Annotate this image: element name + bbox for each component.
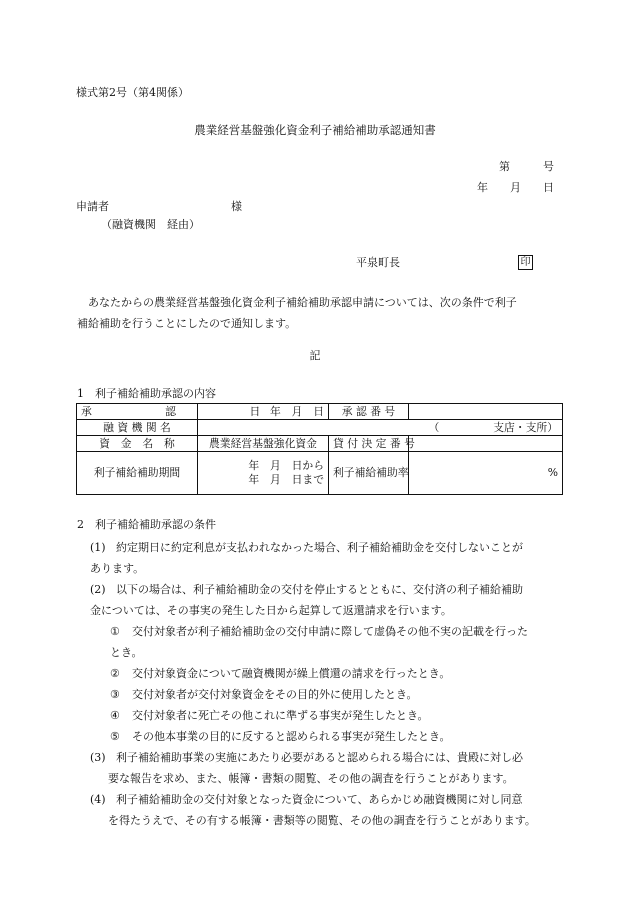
list-item — [86, 726, 566, 747]
applicant-label: 申請者 — [76, 200, 109, 213]
list-item — [86, 705, 566, 726]
bank-name-value[interactable]: （ 支店・支所） — [198, 420, 563, 436]
item-line: を得たうえで、その有する帳簿・書類等の閲覧、その他の調査を行うことがあります。 — [108, 814, 536, 827]
loan-decision-number-label: 貸 付 決 定 番 号 — [329, 436, 409, 452]
conditions-list — [86, 537, 566, 831]
item-line: 利子補給補助事業の実施にあたり必要があると認められる場合には、貴殿に対し必 — [116, 751, 523, 764]
section2-heading: 2 利子補給補助承認の条件 — [77, 518, 216, 531]
item-line: 交付対象者が交付対象資金をその目的外に使用したとき。 — [132, 688, 418, 701]
item-marker: (1) — [90, 541, 106, 554]
page-title: 農業経営基盤強化資金利子補給補助承認通知書 — [194, 123, 436, 137]
bank-name-label: 融 資 機 関 名 — [77, 420, 198, 436]
approval-table — [76, 403, 563, 495]
subsidy-rate-label: 利子補給補助率 — [329, 452, 409, 495]
via-bank-line: （融資機関 経由） — [101, 218, 200, 231]
item-marker: ③ — [110, 688, 120, 701]
table-row — [77, 420, 563, 436]
table-row — [77, 436, 563, 452]
subsidy-period-value[interactable] — [198, 452, 329, 495]
applicant-honorific: 様 — [231, 200, 242, 213]
item-line: 交付対象資金について融資機関が繰上償還の請求を行ったとき。 — [132, 667, 451, 680]
table-row — [77, 404, 563, 420]
table-row — [77, 452, 563, 495]
item-line: 利子補給補助金の交付対象となった資金について、あらかじめ融資機関に対し同意 — [116, 793, 523, 806]
period-from: 年 月 日から — [248, 459, 324, 472]
list-item — [86, 789, 566, 810]
item-line: 以下の場合は、利子補給補助金の交付を停止するとともに、交付済の利子補給補助 — [116, 583, 523, 596]
item-line: 交付対象者に死亡その他これに準ずる事実が発生したとき。 — [132, 709, 429, 722]
list-item — [86, 663, 566, 684]
ki-heading: 記 — [309, 349, 321, 362]
list-item — [86, 537, 566, 558]
seal-mark — [518, 255, 533, 270]
period-to: 年 月 日まで — [248, 473, 324, 486]
approval-number-label: 承 認 番 号 — [329, 404, 409, 420]
list-item — [86, 621, 566, 642]
item-marker: ① — [110, 625, 120, 638]
item-line: 約定期日に約定利息が支払われなかった場合、利子補給補助金を交付しないことが — [116, 541, 523, 554]
document-number: 第 号 — [499, 160, 554, 173]
item-line: 金については、その事実の発生した日から起算して返還請求を行います。 — [90, 604, 452, 617]
loan-decision-number-value[interactable] — [409, 436, 563, 452]
subsidy-period-label: 利子補給補助期間 — [77, 452, 198, 495]
approval-number-value[interactable] — [409, 404, 563, 420]
approval-date-value[interactable]: 年 月 日 — [198, 404, 329, 420]
list-item — [86, 579, 566, 600]
item-marker: (3) — [90, 751, 106, 764]
subsidy-rate-value[interactable]: % — [409, 452, 563, 495]
item-line: その他本事業の目的に反すると認められる事実が発生したとき。 — [132, 730, 451, 743]
item-marker: (2) — [90, 583, 106, 596]
fund-name-value: 農業経営基盤強化資金 — [198, 436, 329, 452]
item-line: 交付対象者が利子補給補助金の交付申請に際して虚偽その他不実の記載を行った — [132, 625, 528, 638]
item-marker: ⑤ — [110, 730, 120, 743]
item-line: 要な報告を求め、また、帳簿・書類の閲覧、その他の調査を行うことがあります。 — [108, 772, 514, 785]
section1-heading: 1 利子補給補助承認の内容 — [77, 387, 216, 400]
item-marker: ④ — [110, 709, 120, 722]
document-date: 年 月 日 — [477, 181, 554, 194]
notice-body-line: 補給補助を行うことにしたので通知します。 — [77, 317, 297, 330]
notice-body — [77, 292, 563, 334]
item-marker: ② — [110, 667, 120, 680]
item-line: とき。 — [110, 646, 143, 659]
item-line: あります。 — [90, 562, 145, 575]
issuer: 平泉町長 — [356, 256, 400, 269]
fund-name-label: 資 金 名 称 — [77, 436, 198, 452]
approval-date-label: 承 認 日 — [77, 404, 198, 420]
list-item — [86, 684, 566, 705]
notice-body-line: あなたからの農業経営基盤強化資金利子補給補助承認申請については、次の条件で利子 — [88, 296, 517, 309]
list-item — [86, 747, 566, 768]
form-number: 様式第2号（第4関係） — [76, 86, 189, 99]
item-marker: (4) — [90, 793, 106, 806]
seal-text: 印 — [518, 255, 533, 270]
